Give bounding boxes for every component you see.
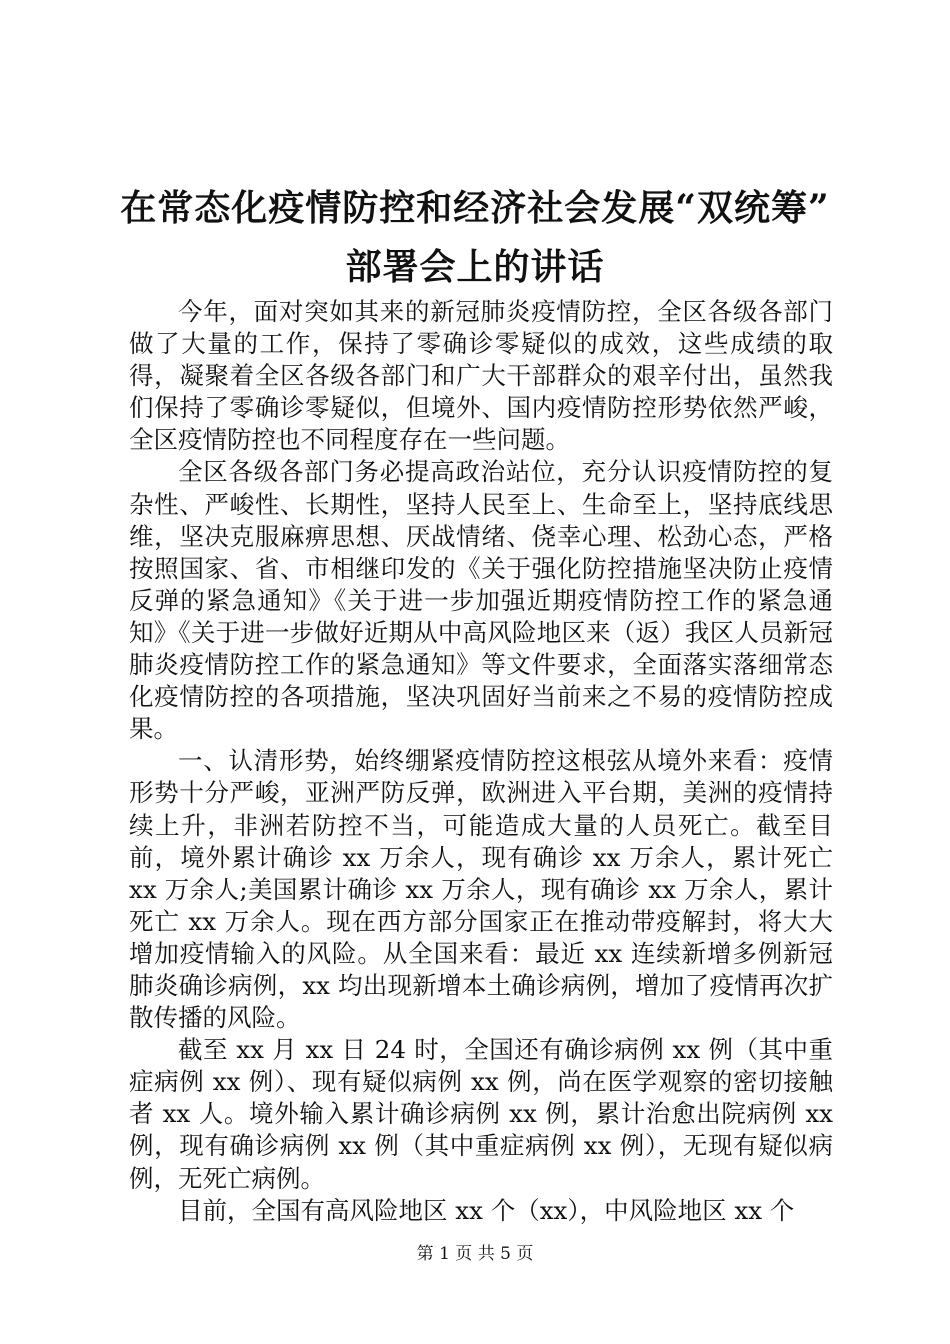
page-number-footer: 第 1 页 共 5 页 [416, 1244, 534, 1264]
paragraph: 今年，面对突如其来的新冠肺炎疫情防控，全区各级各部门做了大量的工作，保持了零确诊零疑似的成效，这些成绩的取得，凝聚着全区各级各部门和广大干部群众的艰辛付出，虽然我们保持了零确诊零疑似，但境外、国内疫情防控形势依然严峻，全区疫情防控也不同程度存在一些问题。 [129, 297, 833, 455]
document-body [129, 296, 833, 1227]
document-title-line-1: 在常态化疫情防控和经济社会发展“双统筹” [120, 187, 830, 229]
paragraph: 一、认清形势，始终绷紧疫情防控这根弦从境外来看：疫情形势十分严峻，亚洲严防反弹，欧洲进入平台期，美洲的疫情持续上升，非洲若防控不当，可能造成大量的人员死亡。截至目前，境外累计确诊 xx 万余人，现有确诊 xx 万余人，累计死亡 xx 万余人;美国累计确诊 xx 万余人，现有确诊 xx 万余人，累计死亡 xx 万余人。现在西方部分国家正在推动带疫解封，将大大增加疫情输入的风险。从全国来看：最近 xx 连续新增多例新冠肺炎确诊病例，xx 均出现新增本土确诊病例，增加了疫情再次扩散传播的风险。 [129, 746, 833, 1033]
paragraph: 截至 xx 月 xx 日 24 时，全国还有确诊病例 xx 例（其中重症病例 xx 例）、现有疑似病例 xx 例，尚在医学观察的密切接触者 xx 人。境外输入累计确诊病例 xx 例，累计治愈出院病例 xx 例，现有确诊病例 xx 例（其中重症病例 xx 例），无现有疑似病例，无死亡病例。 [129, 1035, 833, 1193]
paragraph: 全区各级各部门务必提高政治站位，充分认识疫情防控的复杂性、严峻性、长期性，坚持人民至上、生命至上，坚持底线思维，坚决克服麻痹思想、厌战情绪、侥幸心理、松劲心态，严格按照国家、省、市相继印发的《关于强化防控措施坚决防止疫情反弹的紧急通知》《关于进一步加强近期疫情防控工作的紧急通知》《关于进一步做好近期从中高风险地区来（返）我区人员新冠肺炎疫情防控工作的紧急通知》等文件要求，全面落实落细常态化疫情防控的各项措施，坚决巩固好当前来之不易的疫情防控成果。 [129, 457, 833, 744]
document-title-line-2: 部署会上的讲话 [345, 246, 605, 288]
paragraph: 目前，全国有高风险地区 xx 个（xx），中风险地区 xx 个 [178, 1195, 795, 1225]
